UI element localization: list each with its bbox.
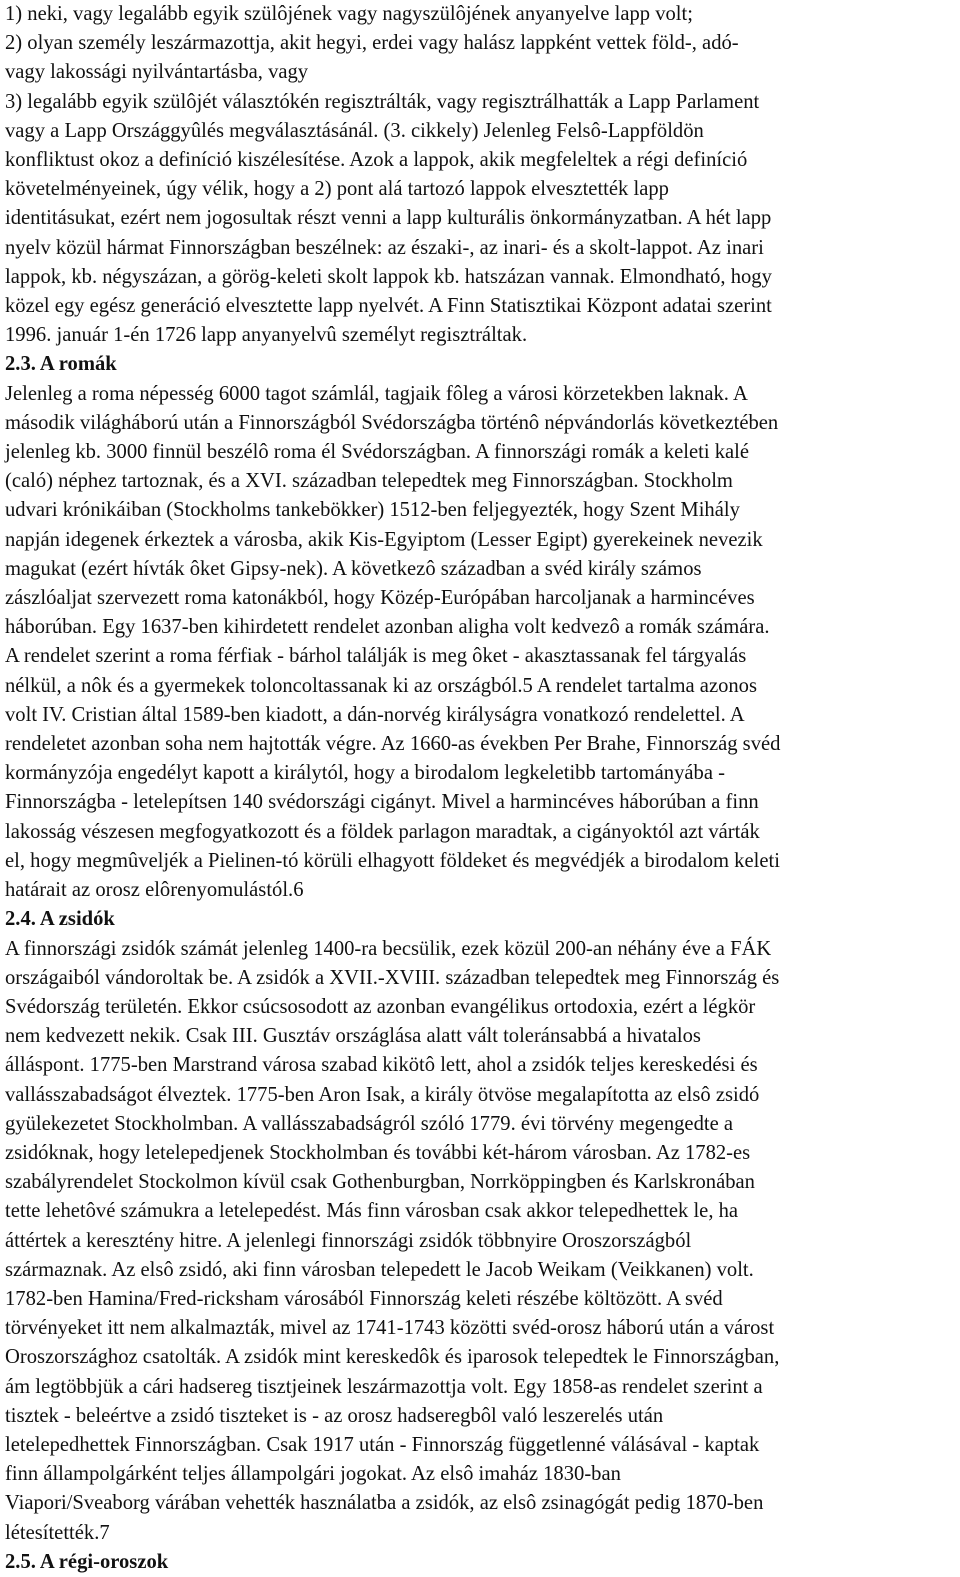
text-line: A rendelet szerint a roma férfiak - bárhol találják is meg ôket - akasztassanak fel tárgyalás (5, 645, 747, 668)
text-line: követelményeinek, úgy vélik, hogy a 2) pont alá tartozó lappok elvesztették lapp (5, 178, 669, 201)
section-number: 2.4. (5, 908, 36, 931)
text-line: lakosság vészesen megfogyatkozott és a földek parlagon maradtak, a cigányoktól azt várták (5, 820, 760, 843)
text-line: ám legtöbbjük a cári hadsereg tisztjeinek leszármazottja volt. Egy 1858-as rendelet szerint a (5, 1375, 763, 1398)
text-line: Svédország területén. Ekkor csúcsosodott az azonban evangélikus ortodoxia, ezért a légkör (5, 995, 756, 1018)
document-page (5, 0, 957, 1577)
text-line: finn állampolgárként teljes állampolgári jogokat. Az elsô imaház 1830-ban (5, 1463, 621, 1486)
text-line: Oroszországhoz csatolták. A zsidók mint kereskedôk és iparosok telepedtek le Finnországban, (5, 1346, 780, 1369)
text-line: 1782-ben Hamina/Fred-ricksham városából Finnország keleti részébe költözött. A svéd (5, 1287, 723, 1310)
text-line: konfliktust okoz a definíció kiszélesítése. Azok a lappok, akik megfeleltek a régi definíció (5, 149, 748, 172)
text-line: országaiból vándoroltak be. A zsidók a XVII.-XVIII. században telepedtek meg Finnország és (5, 966, 780, 989)
text-line: álláspont. 1775-ben Marstrand városa szabad kikötô lett, ahol a zsidók teljes kereskedési és (5, 1054, 758, 1077)
roma-paragraph (5, 380, 957, 906)
text-line: (caló) néphez tartoznak, és a XVI. században telepedtek meg Finnországban. Stockholm (5, 470, 733, 493)
text-line: határait az orosz elôrenyomulástól.6 (5, 879, 304, 902)
text-line: 2) olyan személy leszármazottja, akit hegyi, erdei vagy halász lappként vettek föld-, adó- (5, 32, 739, 55)
text-line: napján idegenek érkeztek a városba, akik Kis-Egyiptom (Lesser Egipt) gyerekeinek nevezik (5, 528, 763, 551)
section-heading-roma (5, 350, 957, 379)
text-line: 1) neki, vagy legalább egyik szülôjének vagy nagyszülôjének anyanyelve lapp volt; (5, 3, 693, 25)
text-line: identitásukat, ezért nem jogosultak részt venni a lapp kulturális önkormányzatban. A hét lapp (5, 207, 772, 230)
intro-paragraph (5, 0, 957, 350)
text-line: zászlóaljat szervezett roma katonákból, hogy Közép-Európában harcoljanak a harmincéves (5, 587, 755, 610)
text-line: közel egy egész generáció elvesztette lapp nyelvét. A Finn Statisztikai Központ adatai szerint (5, 295, 772, 318)
text-line: udvari krónikáiban (Stockholms tankebökker) 1512-ben feljegyezték, hogy Szent Mihály (5, 499, 740, 522)
text-line: Jelenleg a roma népesség 6000 tagot számlál, tagjaik fôleg a városi körzetekben laknak. A (5, 382, 748, 405)
text-line: A finnországi zsidók számát jelenleg 1400-ra becsülik, ezek közül 200-an néhány éve a FÁK (5, 937, 772, 960)
text-line: tisztek - beleértve a zsidó tiszteket is - az orosz hadseregbôl való leszerelés után (5, 1404, 664, 1427)
text-line: zsidóknak, hogy letelepedjenek Stockholmban és további két-három városban. Az 1782-es (5, 1141, 751, 1164)
text-line: Finnországba - letelepítsen 140 svédországi cigányt. Mivel a harmincéves háborúban a finn (5, 791, 759, 814)
text-line: gyülekezetet Stockholmban. A vallásszabadságról szóló 1779. évi törvény megengedte a (5, 1112, 734, 1135)
jews-paragraph (5, 935, 957, 1548)
section-title: A régi-oroszok (39, 1550, 169, 1573)
text-line: létesítették.7 (5, 1521, 110, 1544)
text-line: nélkül, a nôk és a gyermekek toloncoltassanak ki az országból.5 A rendelet tartalma azonos (5, 674, 757, 697)
text-line: lappok, kb. négyszázan, a görög-keleti skolt lappok kb. hatszázan vannak. Elmondható, hogy (5, 265, 772, 288)
text-line: vallásszabadságot élveztek. 1775-ben Aron Isak, a király ötvöse megalapította az elsô zsidó (5, 1083, 760, 1106)
section-number: 2.5. (5, 1550, 36, 1573)
section-heading-jews (5, 905, 957, 934)
text-line: vagy lakossági nyilvántartásba, vagy (5, 61, 309, 84)
text-line: letelepedhettek Finnországban. Csak 1917 után - Finnország függetlenné válásával - kaptak (5, 1433, 760, 1456)
text-line: el, hogy megmûveljék a Pielinen-tó körüli elhagyott földeket és megvédjék a birodalom keleti (5, 849, 780, 872)
text-line: vagy a Lapp Országgyûlés megválasztásánál. (3. cikkely) Jelenleg Felsô-Lappföldön (5, 119, 704, 142)
section-title: A romák (39, 353, 117, 376)
text-line: volt IV. Cristian által 1589-ben kiadott, a dán-norvég királyságra vonatkozó rendelettel. A (5, 703, 745, 726)
text-line: nem kedvezett nekik. Csak III. Gusztáv országlása alatt vált toleránsabbá a hivatalos (5, 1025, 701, 1048)
section-title: A zsidók (39, 908, 115, 931)
text-line: 3) legalább egyik szülôjét választókén regisztrálták, vagy regisztrálhatták a Lapp Parlament (5, 90, 760, 113)
text-line: magukat (ezért hívták ôket Gipsy-nek). A következô században a svéd király számos (5, 557, 702, 580)
text-line: áttértek a keresztény hitre. A jelenlegi finnországi zsidók többnyire Oroszországból (5, 1229, 692, 1252)
text-line: származnak. Az elsô zsidó, aki finn városban telepedett le Jacob Weikam (Veikkanen) volt. (5, 1258, 754, 1281)
text-line: háborúban. Egy 1637-ben kihirdetett rendelet azonban aligha volt kedvezô a romák számára. (5, 616, 770, 639)
section-heading-old-russians (5, 1548, 957, 1577)
text-line: rendeletet azonban soha nem hajtották végre. Az 1660-as években Per Brahe, Finnország svéd (5, 733, 781, 756)
text-line: 1996. január 1-én 1726 lapp anyanyelvû személyt regisztráltak. (5, 324, 528, 347)
text-line: jelenleg kb. 3000 finnül beszélô roma él Svédországban. A finnországi romák a keleti kalé (5, 441, 750, 464)
section-number: 2.3. (5, 353, 36, 376)
text-line: Viapori/Sveaborg várában vehették használatba a zsidók, az elsô zsinagógát pedig 1870-ben (5, 1492, 764, 1515)
text-line: törvényeket itt nem alkalmazták, mivel az 1741-1743 közötti svéd-orosz háború után a várost (5, 1317, 775, 1340)
text-line: kormányzója engedélyt kapott a királytól, hogy a birodalom legkeletibb tartományába - (5, 762, 725, 785)
text-line: nyelv közül hármat Finnországban beszélnek: az északi-, az inari- és a skolt-lappot. Az inari (5, 236, 764, 259)
text-line: második világháború után a Finnországból Svédországba történô népvándorlás következtében (5, 411, 779, 434)
text-line: szabályrendelet Stockolmon kívül csak Gothenburgban, Norrköppingben és Karlskronában (5, 1171, 755, 1194)
text-line: tette lehetôvé számukra a letelepedést. Más finn városban csak akkor telepedhettek le, ha (5, 1200, 739, 1223)
